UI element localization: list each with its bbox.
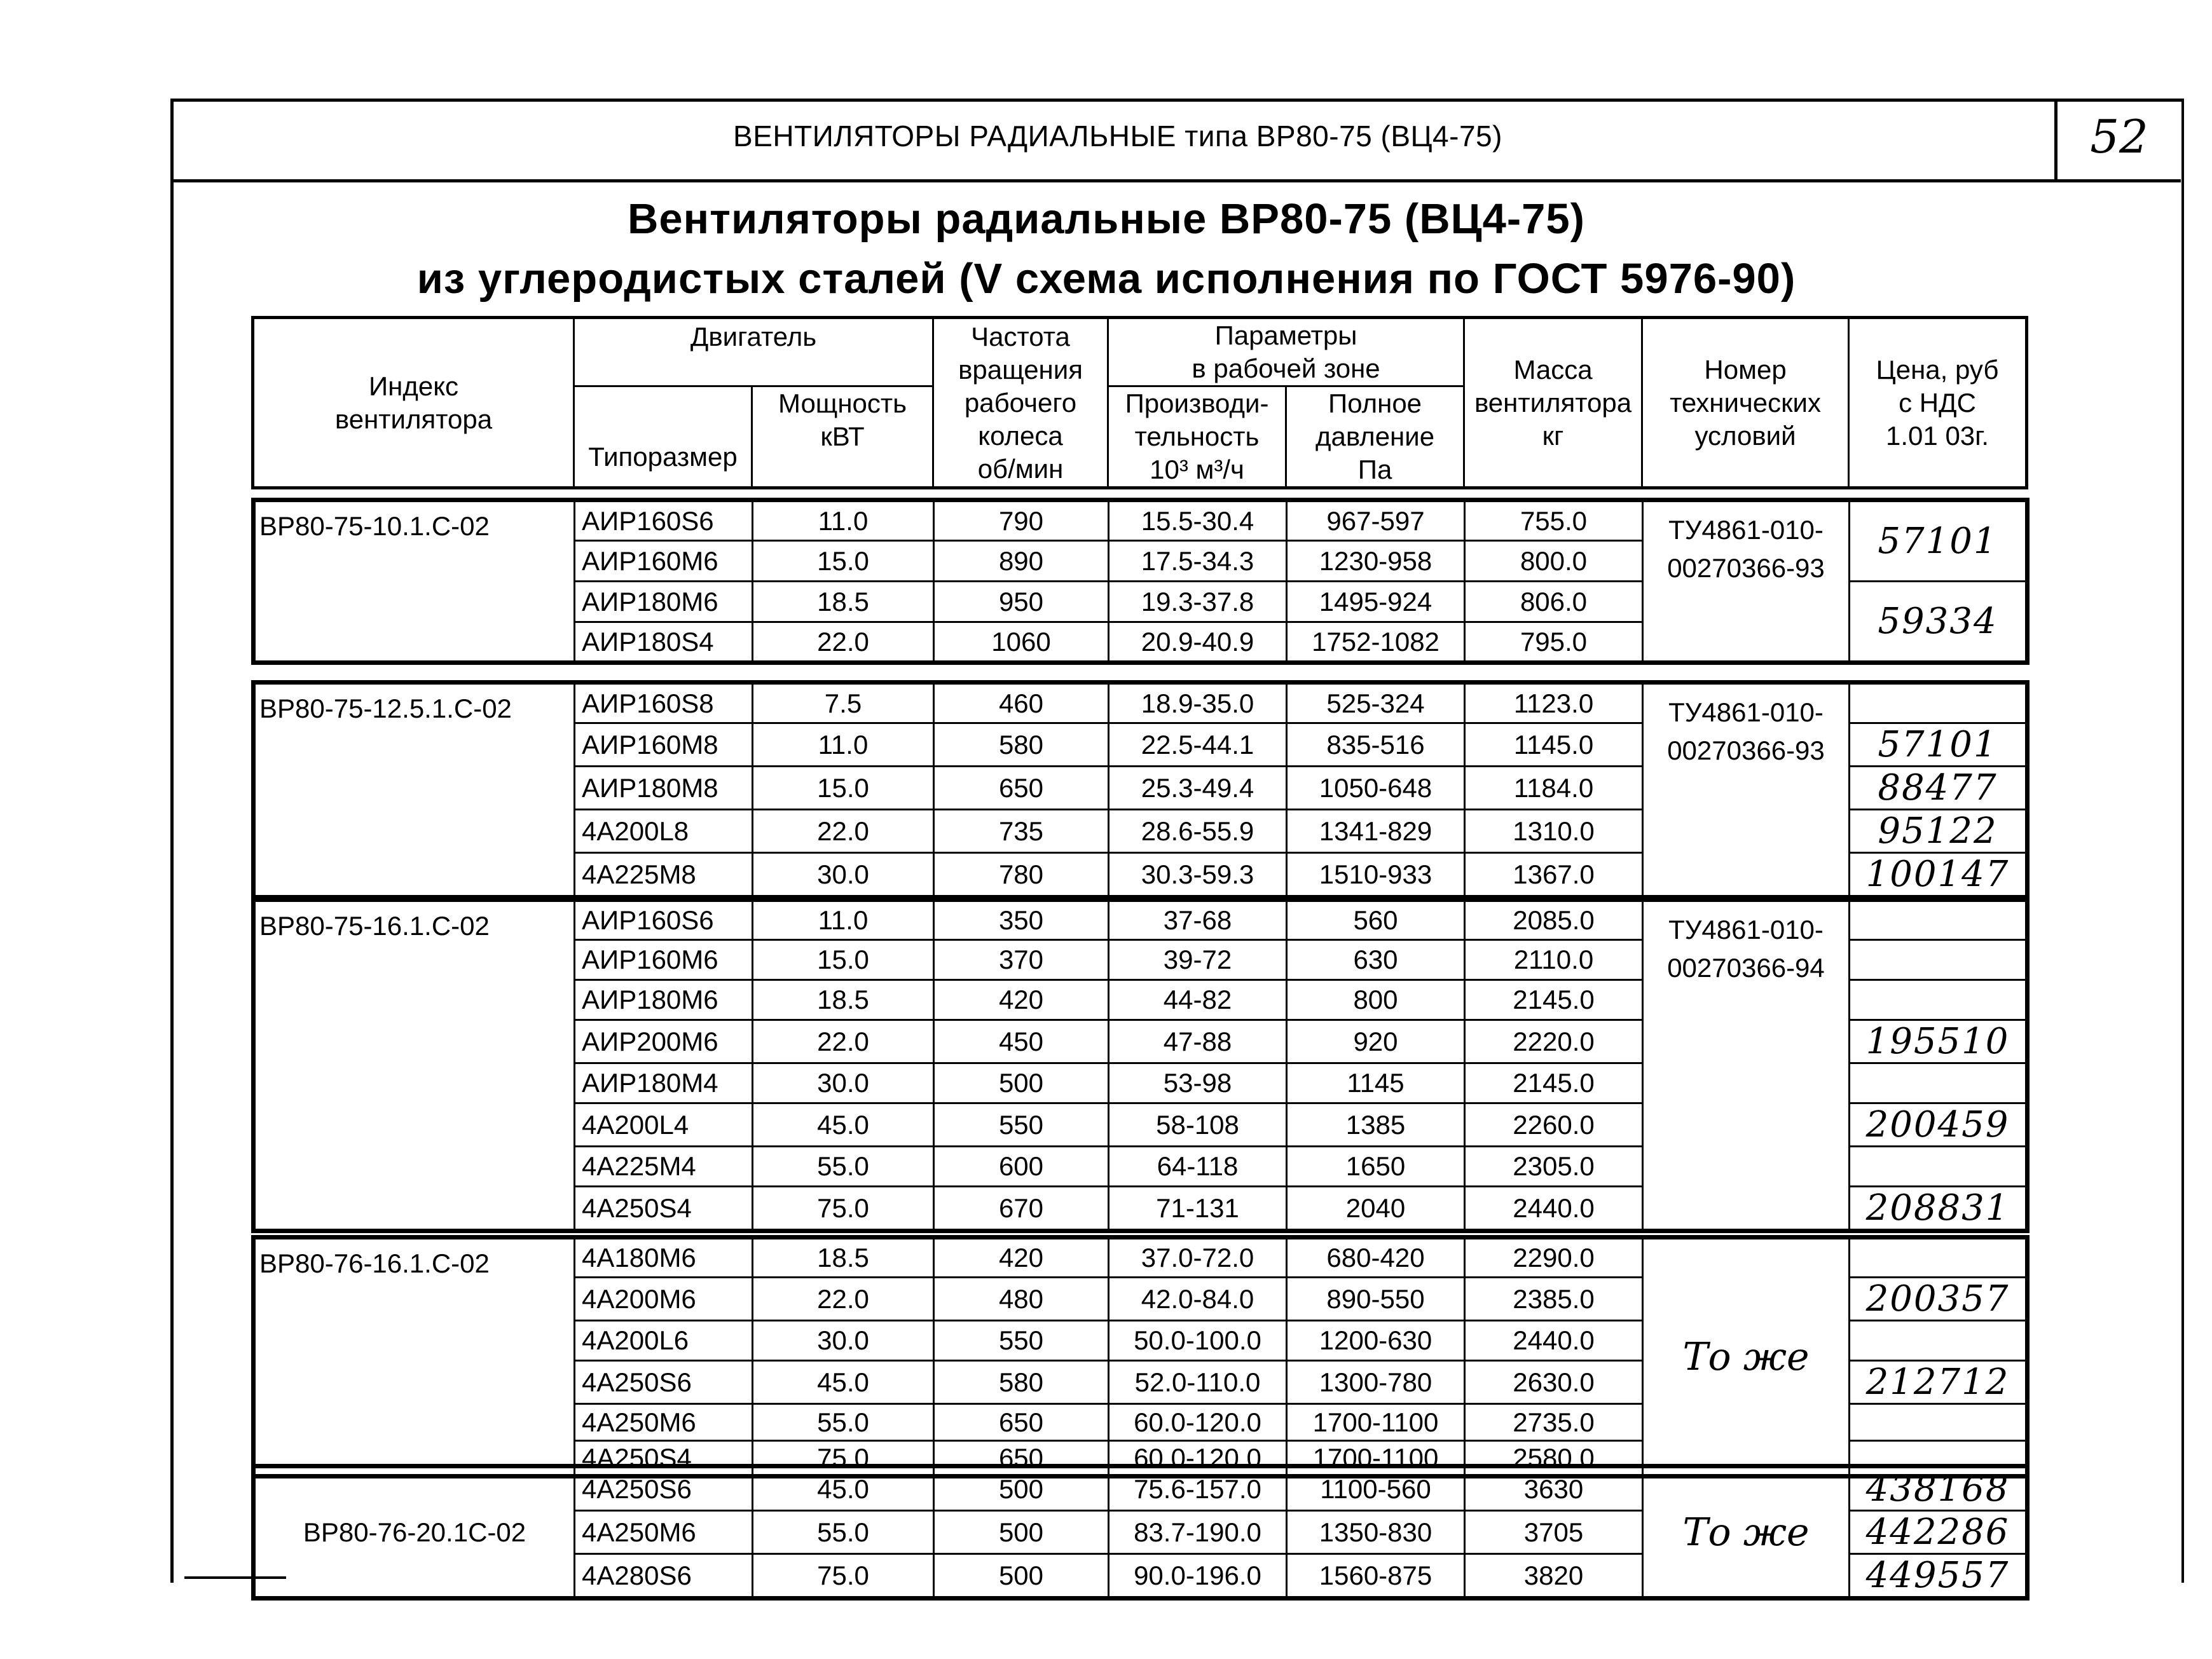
cell-power: 30.0 — [753, 1321, 934, 1361]
cell-flow: 15.5-30.4 — [1109, 500, 1287, 541]
cell-pressure: 835-516 — [1287, 723, 1465, 767]
cell-mass: 2385.0 — [1465, 1278, 1643, 1321]
cell-price — [1850, 900, 2028, 940]
cell-speed: 790 — [934, 500, 1109, 541]
cell-speed: 600 — [934, 1147, 1109, 1187]
cell-pressure: 1341-829 — [1287, 810, 1465, 853]
col-tu-header: Номер технических условий — [1642, 318, 1849, 488]
fan-index: ВР80-75-16.1.С-02 — [254, 900, 575, 1231]
fan-index: ВР80-75-10.1.С-02 — [254, 500, 575, 663]
running-header-title: ВЕНТИЛЯТОРЫ РАДИАЛЬНЫЕ типа ВР80-75 (ВЦ4-75) — [733, 119, 1502, 153]
cell-speed: 550 — [934, 1103, 1109, 1147]
fan-index: ВР80-76-20.1С-02 — [254, 1466, 575, 1599]
cell-pressure: 800 — [1287, 980, 1465, 1020]
cell-engine-type: 4А250М6 — [575, 1404, 753, 1441]
cell-engine-type: АИР180S4 — [575, 622, 753, 663]
cell-power: 22.0 — [753, 622, 934, 663]
cell-power: 45.0 — [753, 1361, 934, 1404]
cell-speed: 460 — [934, 683, 1109, 723]
col-pressure-header: Полное давление Па — [1286, 386, 1464, 488]
cell-mass: 2440.0 — [1465, 1321, 1643, 1361]
fan-group-table — [251, 1235, 2030, 1478]
cell-power: 55.0 — [753, 1404, 934, 1441]
cell-power: 45.0 — [753, 1466, 934, 1511]
cell-engine-type: АИР160S6 — [575, 500, 753, 541]
cell-price: 59334 — [1850, 582, 2028, 663]
cell-pressure: 1100-560 — [1287, 1466, 1465, 1511]
table-row — [254, 900, 2028, 940]
cell-pressure: 680-420 — [1287, 1238, 1465, 1278]
col-price-header: Цена, руб с НДС 1.01 03г. — [1849, 318, 2027, 488]
cell-mass: 2735.0 — [1465, 1404, 1643, 1441]
table-row — [254, 683, 2028, 723]
col-mass-header: Масса вентилятора кг — [1464, 318, 1642, 488]
cell-price: 208831 — [1850, 1187, 2028, 1231]
cell-price: 449557 — [1850, 1554, 2028, 1599]
cell-flow: 17.5-34.3 — [1109, 541, 1287, 582]
cell-pressure: 890-550 — [1287, 1278, 1465, 1321]
cell-pressure: 1560-875 — [1287, 1554, 1465, 1599]
cell-mass: 3630 — [1465, 1466, 1643, 1511]
cell-power: 75.0 — [753, 1441, 934, 1477]
cell-engine-type: АИР180М4 — [575, 1063, 753, 1103]
cell-speed: 550 — [934, 1321, 1109, 1361]
tu-number: ТУ4861-010- 00270366-93 — [1643, 683, 1850, 898]
cell-price: 100147 — [1850, 853, 2028, 898]
col-engine-power-header: Мощность кВТ — [752, 386, 933, 488]
cell-engine-type: АИР180М6 — [575, 582, 753, 622]
cell-engine-type: АИР180М6 — [575, 980, 753, 1020]
cell-speed: 480 — [934, 1278, 1109, 1321]
cell-flow: 30.3-59.3 — [1109, 853, 1287, 898]
cell-flow: 20.9-40.9 — [1109, 622, 1287, 663]
tu-number: То же — [1643, 1466, 1850, 1599]
cell-mass: 1310.0 — [1465, 810, 1643, 853]
cell-price — [1850, 1321, 2028, 1361]
cell-power: 55.0 — [753, 1147, 934, 1187]
cell-engine-type: АИР160S6 — [575, 900, 753, 940]
cell-engine-type: АИР200М6 — [575, 1020, 753, 1063]
tu-number: ТУ4861-010- 00270366-94 — [1643, 900, 1850, 1231]
cell-pressure: 1495-924 — [1287, 582, 1465, 622]
document-title-line-2: из углеродистых сталей (V схема исполнения по ГОСТ 5976-90) — [416, 255, 1796, 303]
cell-speed: 650 — [934, 1404, 1109, 1441]
cell-pressure: 967-597 — [1287, 500, 1465, 541]
cell-speed: 500 — [934, 1063, 1109, 1103]
cell-flow: 75.6-157.0 — [1109, 1466, 1287, 1511]
cell-mass: 2260.0 — [1465, 1103, 1643, 1147]
cell-engine-type: 4А250S4 — [575, 1441, 753, 1477]
cell-flow: 22.5-44.1 — [1109, 723, 1287, 767]
cell-speed: 420 — [934, 980, 1109, 1020]
cell-engine-type: АИР160М6 — [575, 940, 753, 980]
cell-flow: 47-88 — [1109, 1020, 1287, 1063]
table-row — [254, 1238, 2028, 1278]
cell-speed: 370 — [934, 940, 1109, 980]
cell-power: 15.0 — [753, 940, 934, 980]
cell-flow: 58-108 — [1109, 1103, 1287, 1147]
cell-mass: 2145.0 — [1465, 980, 1643, 1020]
cell-mass: 3820 — [1465, 1554, 1643, 1599]
cell-engine-type: 4А200М6 — [575, 1278, 753, 1321]
cell-mass: 755.0 — [1465, 500, 1643, 541]
running-header — [170, 99, 2181, 182]
cell-speed: 500 — [934, 1466, 1109, 1511]
cell-engine-type: 4А250S6 — [575, 1361, 753, 1404]
cell-price: 212712 — [1850, 1361, 2028, 1404]
cell-price: 438168 — [1850, 1466, 2028, 1511]
cell-engine-type: АИР160М8 — [575, 723, 753, 767]
cell-mass: 806.0 — [1465, 582, 1643, 622]
cell-mass: 2290.0 — [1465, 1238, 1643, 1278]
cell-flow: 60.0-120.0 — [1109, 1404, 1287, 1441]
cell-power: 18.5 — [753, 980, 934, 1020]
cell-pressure: 1700-1100 — [1287, 1441, 1465, 1477]
cell-speed: 670 — [934, 1187, 1109, 1231]
cell-speed: 1060 — [934, 622, 1109, 663]
fan-group-table — [251, 1464, 2030, 1601]
cell-engine-type: 4А250S4 — [575, 1187, 753, 1231]
cell-price: 88477 — [1850, 767, 2028, 810]
cell-power: 11.0 — [753, 500, 934, 541]
cell-flow: 28.6-55.9 — [1109, 810, 1287, 853]
cell-mass: 3705 — [1465, 1511, 1643, 1554]
cell-engine-type: АИР160S8 — [575, 683, 753, 723]
cell-engine-type: АИР160М6 — [575, 541, 753, 582]
cell-power: 30.0 — [753, 853, 934, 898]
cell-flow: 25.3-49.4 — [1109, 767, 1287, 810]
cell-mass: 1145.0 — [1465, 723, 1643, 767]
cell-speed: 735 — [934, 810, 1109, 853]
cell-mass: 1123.0 — [1465, 683, 1643, 723]
cell-speed: 650 — [934, 1441, 1109, 1477]
cell-speed: 580 — [934, 723, 1109, 767]
cell-price — [1850, 940, 2028, 980]
cell-speed: 580 — [934, 1361, 1109, 1404]
cell-price: 95122 — [1850, 810, 2028, 853]
cell-pressure: 1145 — [1287, 1063, 1465, 1103]
cell-speed: 500 — [934, 1554, 1109, 1599]
cell-mass: 2580.0 — [1465, 1441, 1643, 1477]
table-row — [254, 1466, 2028, 1511]
cell-price — [1850, 980, 2028, 1020]
fan-index: ВР80-76-16.1.С-02 — [254, 1238, 575, 1477]
cell-mass: 1184.0 — [1465, 767, 1643, 810]
cell-pressure: 1300-780 — [1287, 1361, 1465, 1404]
cell-flow: 37-68 — [1109, 900, 1287, 940]
cell-power: 22.0 — [753, 1020, 934, 1063]
cell-mass: 1367.0 — [1465, 853, 1643, 898]
fan-index: ВР80-75-12.5.1.С-02 — [254, 683, 575, 898]
cell-price — [1850, 1238, 2028, 1278]
cell-price: 200357 — [1850, 1278, 2028, 1321]
cell-flow: 60.0-120.0 — [1109, 1441, 1287, 1477]
cell-power: 18.5 — [753, 582, 934, 622]
cell-flow: 19.3-37.8 — [1109, 582, 1287, 622]
cell-mass: 2630.0 — [1465, 1361, 1643, 1404]
cell-pressure: 1200-630 — [1287, 1321, 1465, 1361]
cell-engine-type: 4А280S6 — [575, 1554, 753, 1599]
cell-power: 55.0 — [753, 1511, 934, 1554]
cell-flow: 44-82 — [1109, 980, 1287, 1020]
cell-mass: 2440.0 — [1465, 1187, 1643, 1231]
cell-pressure: 920 — [1287, 1020, 1465, 1063]
cell-flow: 83.7-190.0 — [1109, 1511, 1287, 1554]
cell-speed: 350 — [934, 900, 1109, 940]
cell-flow: 53-98 — [1109, 1063, 1287, 1103]
cell-power: 15.0 — [753, 767, 934, 810]
page-number: 52 — [2090, 110, 2148, 163]
cell-engine-type: 4А200L6 — [575, 1321, 753, 1361]
cell-pressure: 560 — [1287, 900, 1465, 940]
page-number-box — [2054, 99, 2181, 179]
tu-number: ТУ4861-010- 00270366-93 — [1643, 500, 1850, 663]
cell-mass: 2305.0 — [1465, 1147, 1643, 1187]
document-title-line-1: Вентиляторы радиальные ВР80-75 (ВЦ4-75) — [628, 195, 1585, 243]
document-title — [191, 189, 2022, 309]
col-engine-header: Двигатель — [574, 318, 933, 386]
cell-mass: 2110.0 — [1465, 940, 1643, 980]
cell-power: 30.0 — [753, 1063, 934, 1103]
cell-power: 22.0 — [753, 1278, 934, 1321]
cell-mass: 2145.0 — [1465, 1063, 1643, 1103]
cell-engine-type: 4А200L8 — [575, 810, 753, 853]
cell-price: 195510 — [1850, 1020, 2028, 1063]
cell-pressure: 1752-1082 — [1287, 622, 1465, 663]
cell-power: 11.0 — [753, 723, 934, 767]
cell-flow: 50.0-100.0 — [1109, 1321, 1287, 1361]
fan-group-table — [251, 680, 2030, 899]
cell-pressure: 1050-648 — [1287, 767, 1465, 810]
cell-flow: 52.0-110.0 — [1109, 1361, 1287, 1404]
table-row — [254, 500, 2028, 541]
cell-speed: 650 — [934, 767, 1109, 810]
cell-power: 15.0 — [753, 541, 934, 582]
cell-engine-type: 4А250М6 — [575, 1511, 753, 1554]
cell-engine-type: 4А180М6 — [575, 1238, 753, 1278]
cell-pressure: 1510-933 — [1287, 853, 1465, 898]
frame-bottom-stub — [184, 1576, 286, 1579]
cell-mass: 2085.0 — [1465, 900, 1643, 940]
cell-price — [1850, 1404, 2028, 1441]
cell-price: 57101 — [1850, 500, 2028, 582]
cell-engine-type: 4А225М8 — [575, 853, 753, 898]
cell-mass: 800.0 — [1465, 541, 1643, 582]
cell-power: 45.0 — [753, 1103, 934, 1147]
cell-power: 75.0 — [753, 1187, 934, 1231]
cell-speed: 450 — [934, 1020, 1109, 1063]
cell-pressure: 630 — [1287, 940, 1465, 980]
col-speed-header: Частота вращения рабочего колеса об/мин — [933, 318, 1108, 488]
col-params-header: Параметры в рабочей зоне — [1108, 318, 1464, 386]
col-flow-header: Производи- тельность 10³ м³/ч — [1108, 386, 1286, 488]
cell-price: 200459 — [1850, 1103, 2028, 1147]
cell-speed: 950 — [934, 582, 1109, 622]
cell-pressure: 2040 — [1287, 1187, 1465, 1231]
cell-power: 7.5 — [753, 683, 934, 723]
cell-flow: 71-131 — [1109, 1187, 1287, 1231]
cell-power: 18.5 — [753, 1238, 934, 1278]
tu-number: То же — [1643, 1238, 1850, 1477]
cell-flow: 39-72 — [1109, 940, 1287, 980]
col-engine-type-header: Типоразмер — [574, 386, 752, 488]
cell-pressure: 1385 — [1287, 1103, 1465, 1147]
cell-engine-type: АИР180М8 — [575, 767, 753, 810]
cell-power: 22.0 — [753, 810, 934, 853]
cell-power: 75.0 — [753, 1554, 934, 1599]
cell-power: 11.0 — [753, 900, 934, 940]
fan-group-table — [251, 898, 2030, 1233]
cell-pressure: 525-324 — [1287, 683, 1465, 723]
cell-speed: 890 — [934, 541, 1109, 582]
col-index-header: Индекс вентилятора — [253, 318, 574, 488]
cell-flow: 90.0-196.0 — [1109, 1554, 1287, 1599]
cell-price: 57101 — [1850, 723, 2028, 767]
cell-flow: 42.0-84.0 — [1109, 1278, 1287, 1321]
cell-price: 442286 — [1850, 1511, 2028, 1554]
cell-flow: 18.9-35.0 — [1109, 683, 1287, 723]
cell-flow: 64-118 — [1109, 1147, 1287, 1187]
cell-pressure: 1230-958 — [1287, 541, 1465, 582]
fan-group-table — [251, 498, 2030, 665]
cell-engine-type: 4А225М4 — [575, 1147, 753, 1187]
cell-flow: 37.0-72.0 — [1109, 1238, 1287, 1278]
cell-price — [1850, 1063, 2028, 1103]
cell-speed: 780 — [934, 853, 1109, 898]
cell-price — [1850, 1147, 2028, 1187]
cell-price — [1850, 683, 2028, 723]
cell-pressure: 1650 — [1287, 1147, 1465, 1187]
cell-speed: 500 — [934, 1511, 1109, 1554]
cell-pressure: 1350-830 — [1287, 1511, 1465, 1554]
cell-mass: 2220.0 — [1465, 1020, 1643, 1063]
cell-mass: 795.0 — [1465, 622, 1643, 663]
cell-engine-type: 4А250S6 — [575, 1466, 753, 1511]
cell-engine-type: 4А200L4 — [575, 1103, 753, 1147]
cell-pressure: 1700-1100 — [1287, 1404, 1465, 1441]
cell-speed: 420 — [934, 1238, 1109, 1278]
column-header-table — [251, 316, 2028, 489]
